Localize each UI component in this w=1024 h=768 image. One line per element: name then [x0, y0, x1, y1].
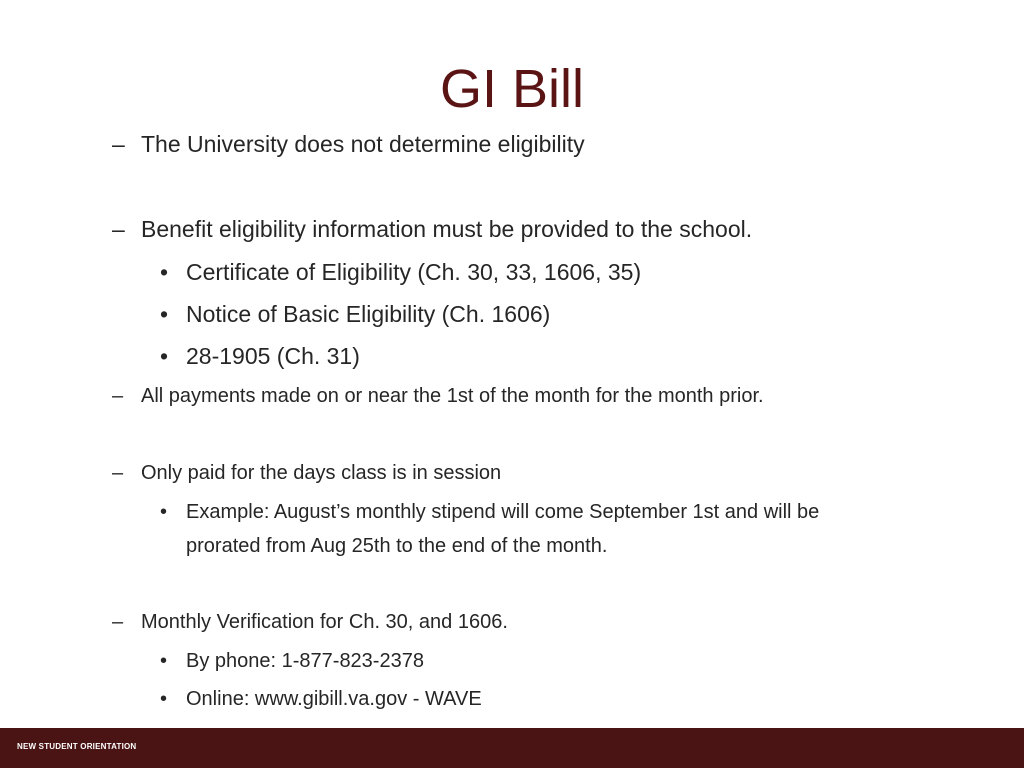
- sub-list-item-text: Certificate of Eligibility (Ch. 30, 33, 1606, 35): [186, 259, 642, 285]
- sub-list-item-text: 28-1905 (Ch. 31): [186, 343, 360, 369]
- dash-marker: –: [112, 462, 124, 484]
- footer-bar: [0, 728, 1024, 768]
- bullet-marker: •: [160, 259, 169, 285]
- list-item-text: Only paid for the days class is in session: [141, 462, 502, 484]
- dash-marker: –: [112, 216, 125, 242]
- sub-list-item-text: prorated from Aug 25th to the end of the month.: [186, 535, 608, 557]
- dash-marker: –: [112, 611, 124, 633]
- bullet-marker: •: [160, 343, 169, 369]
- bullet-marker: •: [160, 688, 168, 710]
- bullet-marker: •: [160, 650, 168, 672]
- bullet-marker: •: [160, 301, 169, 327]
- sub-list-item-text: By phone: 1-877-823-2378: [186, 650, 424, 672]
- list-item-text: Monthly Verification for Ch. 30, and 1606.: [141, 611, 508, 633]
- sub-list-item-text: Example: August’s monthly stipend will come September 1st and will be: [186, 501, 820, 523]
- sub-list-item-text: Online: www.gibill.va.gov - WAVE: [186, 688, 482, 710]
- bullet-marker: •: [160, 501, 168, 523]
- dash-marker: –: [112, 385, 124, 407]
- slide-title: GI Bill: [439, 59, 585, 119]
- list-item-text: Benefit eligibility information must be provided to the school.: [141, 216, 753, 242]
- list-item-text: All payments made on or near the 1st of the month for the month prior.: [141, 385, 764, 407]
- list-item-text: The University does not determine eligibility: [141, 131, 585, 157]
- sub-list-item-text: Notice of Basic Eligibility (Ch. 1606): [186, 301, 551, 327]
- footer-label: NEW STUDENT ORIENTATION: [17, 742, 137, 751]
- dash-marker: –: [112, 131, 125, 157]
